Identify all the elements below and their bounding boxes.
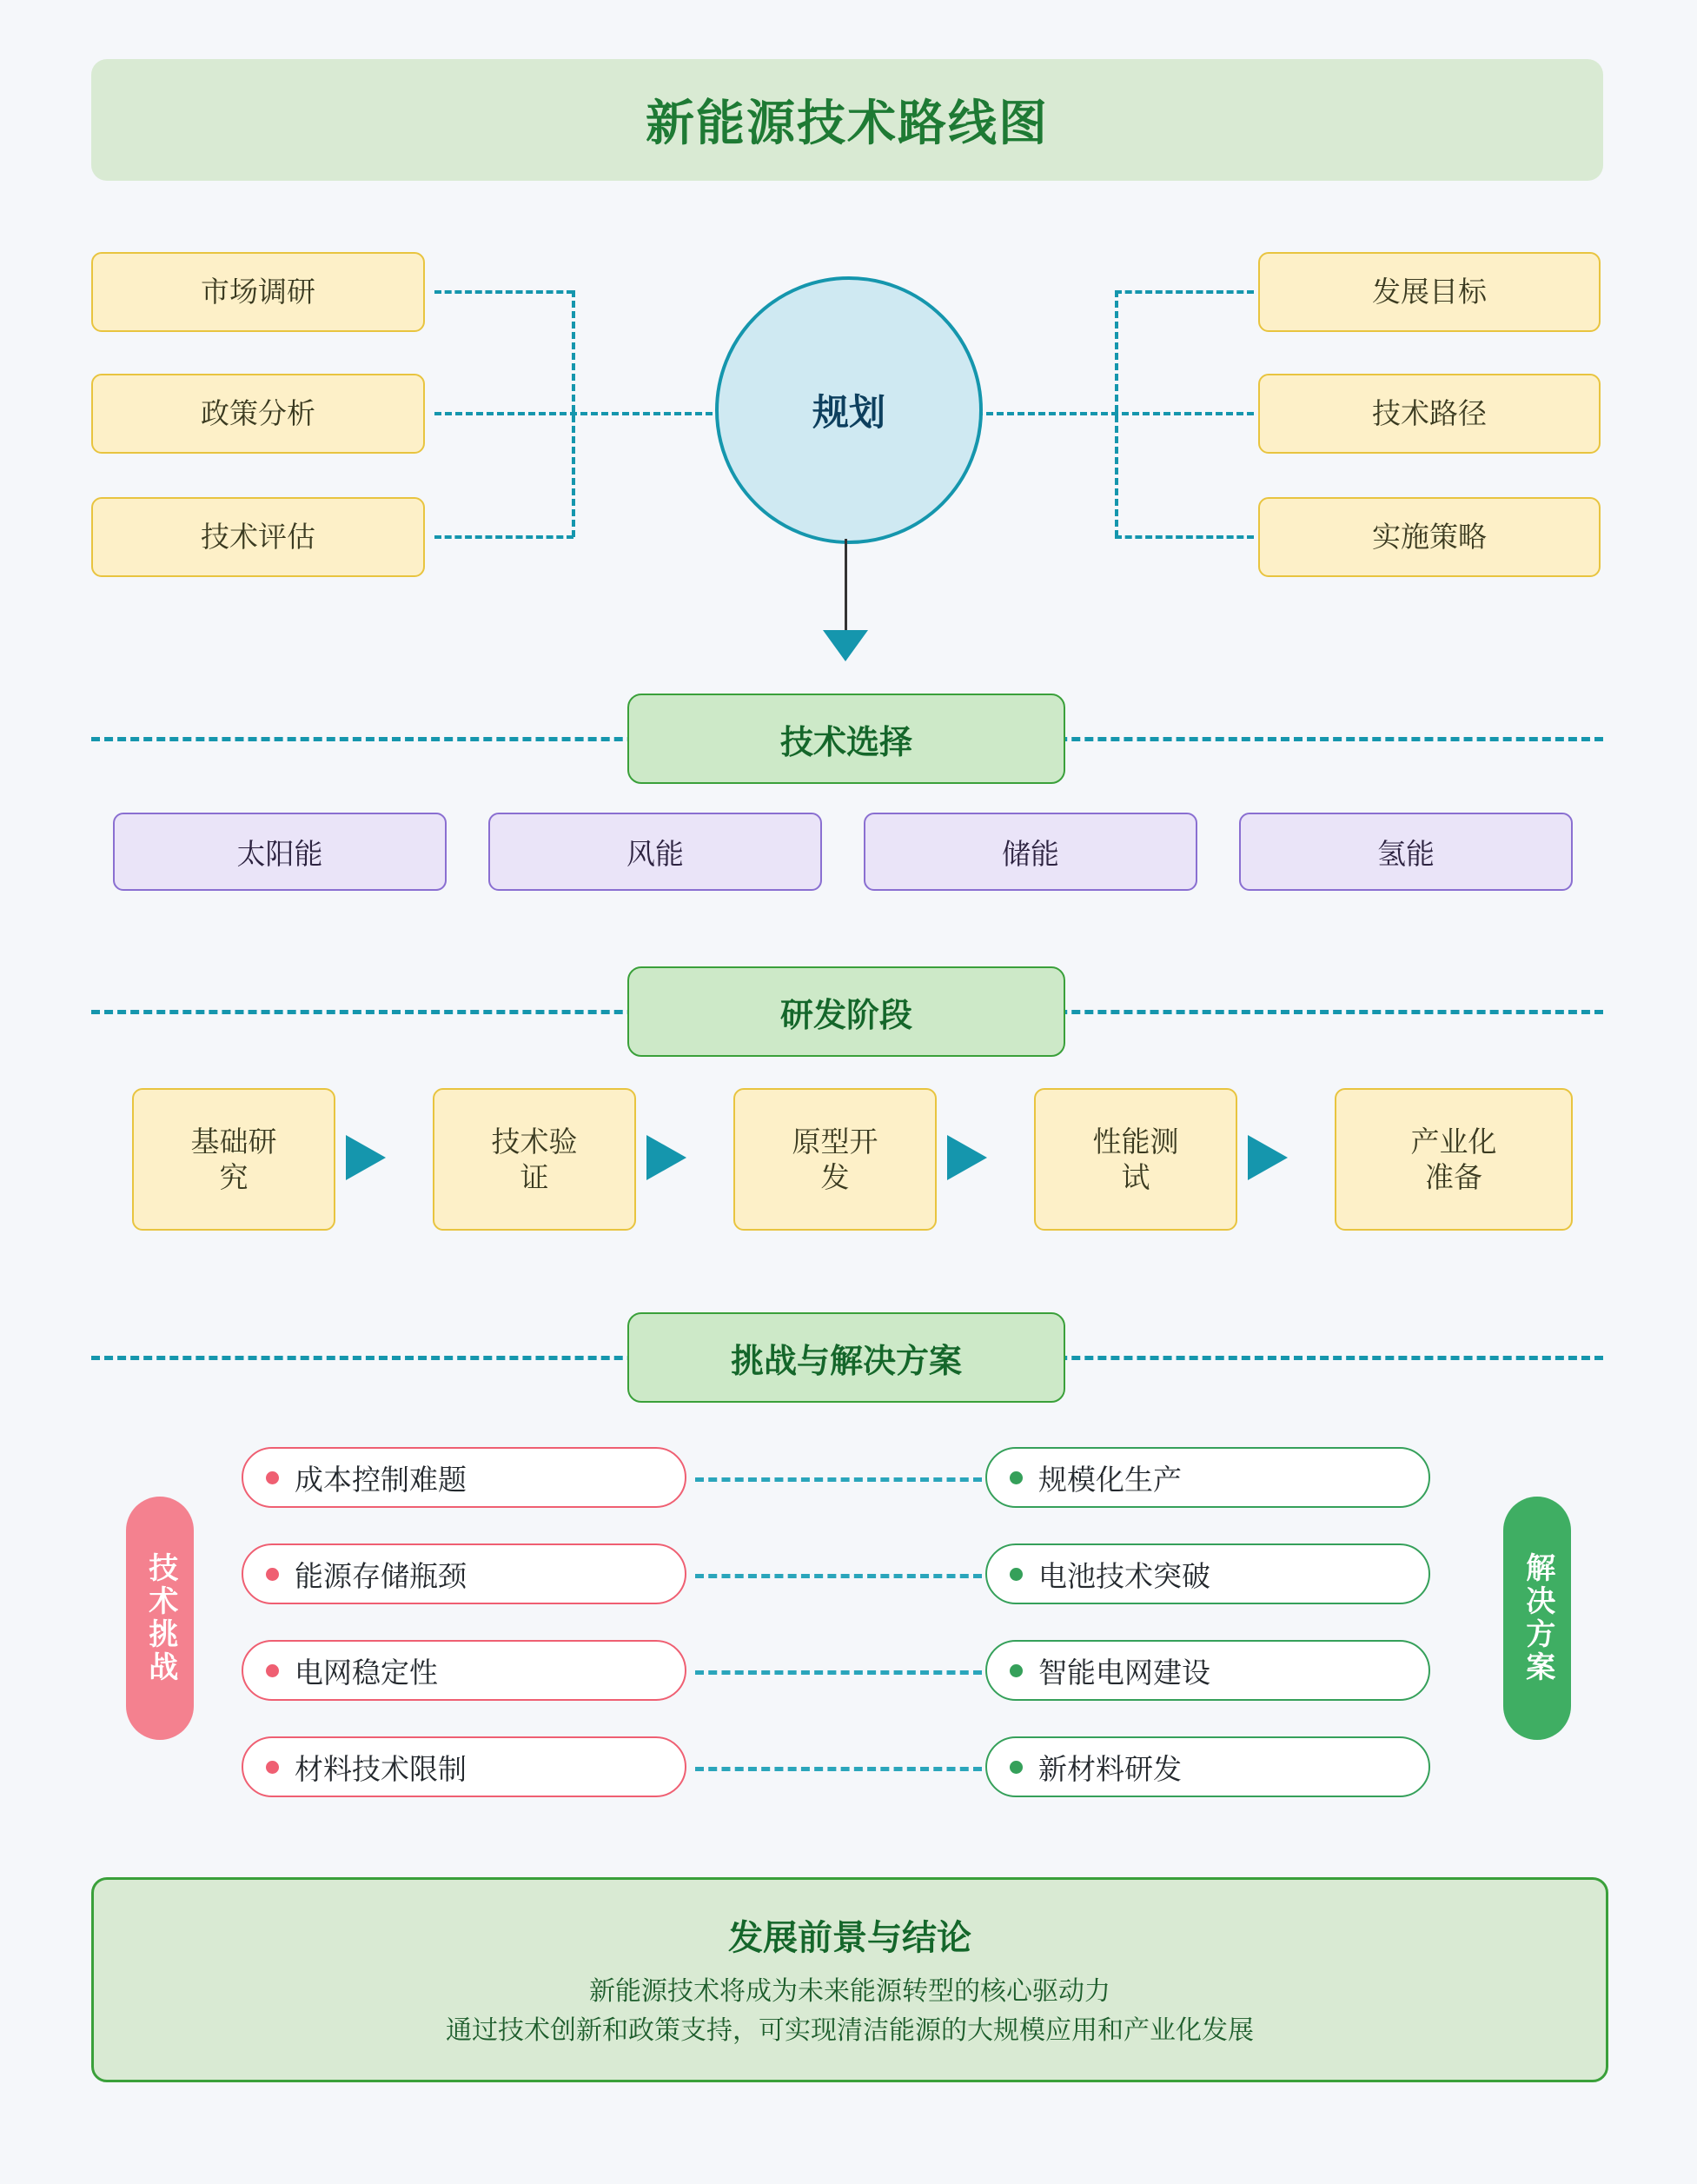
solution-side-tag: 解决方案 bbox=[1503, 1497, 1571, 1740]
bullet-dot-icon bbox=[266, 1761, 279, 1774]
challenge-link-4 bbox=[695, 1767, 982, 1771]
solution-item-1[interactable] bbox=[985, 1447, 1430, 1508]
planning-connector-right-3 bbox=[1115, 535, 1254, 539]
planning-center-node[interactable] bbox=[715, 276, 983, 544]
planning-connector-right-1 bbox=[1115, 290, 1254, 294]
bullet-dot-icon bbox=[1010, 1568, 1023, 1581]
bullet-dot-icon bbox=[266, 1471, 279, 1484]
challenge-item-4[interactable] bbox=[242, 1736, 686, 1797]
challenge-item-3-label: 电网稳定性 bbox=[295, 1656, 438, 1689]
bullet-dot-icon bbox=[1010, 1761, 1023, 1774]
challenge-side-tag: 技术挑战 bbox=[126, 1497, 194, 1740]
challenge-item-1[interactable] bbox=[242, 1447, 686, 1508]
solution-item-2-label: 电池技术突破 bbox=[1038, 1559, 1210, 1592]
challenge-link-2 bbox=[695, 1574, 982, 1578]
planning-left-item-1[interactable]: 市场调研 bbox=[91, 252, 425, 332]
planning-to-selection-arrow-icon bbox=[823, 630, 868, 661]
technology-item-4[interactable]: 氢能 bbox=[1239, 813, 1573, 891]
conclusion-line-2: 通过技术创新和政策支持，可实现清洁能源的大规模应用和产业化发展 bbox=[446, 2015, 1254, 2045]
bullet-dot-icon bbox=[1010, 1471, 1023, 1484]
rd-arrow-icon-2 bbox=[646, 1135, 686, 1180]
rd-step-5[interactable]: 产业化 准备 bbox=[1335, 1088, 1573, 1231]
stage-label-tech-selection: 技术选择 bbox=[627, 694, 1065, 784]
challenge-link-1 bbox=[695, 1477, 982, 1482]
conclusion-line-1: 新能源技术将成为未来能源转型的核心驱动力 bbox=[589, 1976, 1110, 2006]
bullet-dot-icon bbox=[266, 1568, 279, 1581]
solution-item-3-label: 智能电网建设 bbox=[1038, 1656, 1210, 1689]
page-title-banner bbox=[91, 59, 1603, 181]
planning-left-item-3[interactable]: 技术评估 bbox=[91, 497, 425, 577]
page-title: 新能源技术路线图 bbox=[646, 96, 1049, 150]
challenge-link-3 bbox=[695, 1670, 982, 1675]
rd-arrow-icon-1 bbox=[346, 1135, 386, 1180]
rd-step-4[interactable]: 性能测 试 bbox=[1034, 1088, 1237, 1231]
technology-item-3[interactable]: 储能 bbox=[864, 813, 1197, 891]
planning-right-item-1[interactable]: 发展目标 bbox=[1258, 252, 1601, 332]
conclusion-panel bbox=[91, 1877, 1608, 2082]
solution-item-4[interactable] bbox=[985, 1736, 1430, 1797]
challenge-item-1-label: 成本控制难题 bbox=[295, 1463, 467, 1496]
technology-item-1[interactable]: 太阳能 bbox=[113, 813, 447, 891]
conclusion-title: 发展前景与结论 bbox=[728, 1918, 971, 1957]
bullet-dot-icon bbox=[266, 1664, 279, 1677]
rd-step-2[interactable]: 技术验 证 bbox=[433, 1088, 636, 1231]
solution-item-4-label: 新材料研发 bbox=[1038, 1752, 1182, 1785]
bullet-dot-icon bbox=[1010, 1664, 1023, 1677]
rd-arrow-icon-3 bbox=[947, 1135, 987, 1180]
planning-connector-right-spine bbox=[1115, 290, 1118, 537]
rd-arrow-icon-4 bbox=[1248, 1135, 1288, 1180]
challenge-item-2[interactable] bbox=[242, 1543, 686, 1604]
stage-label-rd-phase: 研发阶段 bbox=[627, 966, 1065, 1057]
planning-to-selection-line bbox=[845, 539, 847, 634]
planning-center-label: 规划 bbox=[812, 392, 885, 433]
challenge-item-4-label: 材料技术限制 bbox=[295, 1752, 467, 1785]
solution-item-3[interactable] bbox=[985, 1640, 1430, 1701]
challenge-item-3[interactable] bbox=[242, 1640, 686, 1701]
planning-left-item-2[interactable]: 政策分析 bbox=[91, 374, 425, 454]
stage-label-challenges: 挑战与解决方案 bbox=[627, 1312, 1065, 1403]
planning-connector-left-spine bbox=[572, 290, 575, 537]
planning-right-item-3[interactable]: 实施策略 bbox=[1258, 497, 1601, 577]
planning-connector-left-3 bbox=[434, 535, 573, 539]
solution-item-2[interactable] bbox=[985, 1543, 1430, 1604]
solution-item-1-label: 规模化生产 bbox=[1038, 1463, 1182, 1496]
challenge-item-2-label: 能源存储瓶颈 bbox=[295, 1559, 467, 1592]
technology-item-2[interactable]: 风能 bbox=[488, 813, 822, 891]
rd-step-1[interactable]: 基础研 究 bbox=[132, 1088, 335, 1231]
rd-step-3[interactable]: 原型开 发 bbox=[733, 1088, 937, 1231]
planning-right-item-2[interactable]: 技术路径 bbox=[1258, 374, 1601, 454]
planning-connector-left-1 bbox=[434, 290, 573, 294]
